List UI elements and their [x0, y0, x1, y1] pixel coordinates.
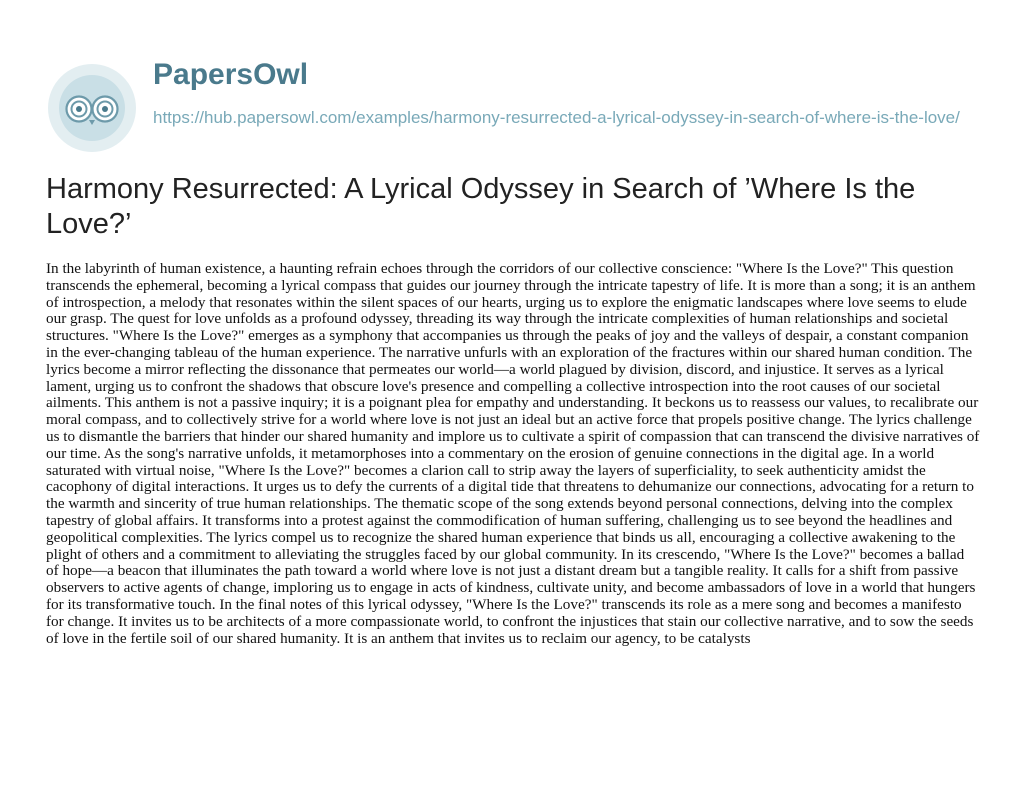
brand-name: PapersOwl — [153, 58, 309, 91]
owl-face-icon — [46, 62, 138, 154]
site-header — [46, 38, 986, 158]
document-body: In the labyrinth of human existence, a haunting refrain echoes through the corridors of our collective conscience: "Where Is the Love?" This question transcends the ephemeral, becoming a lyrical compass that guides our journey through the intricate tapestry of life. It is more than a song; it is an anthem of introspection, a melody that resonates within the silent spaces of our hearts, urging us to explore the enigmatic landscapes where love seems to elude our grasp. The quest for love unfolds as a profound odyssey, threading its way through the intricate complexities of human relationships and societal structures. "Where Is the Love?" emerges as a symphony that accompanies us through the peaks of joy and the valleys of despair, a constant companion in the ever-changing tableau of the human experience. The narrative unfurls with an exploration of the fractures within our shared human condition. The lyrics become a mirror reflecting the dissonance that permeates our world—a world plagued by division, discord, and injustice. It serves as a lyrical lament, urging us to confront the shadows that obscure love's presence and compelling a collective introspection into the root causes of our societal ailments. This anthem is not a passive inquiry; it is a poignant plea for empathy and understanding. It beckons us to reassess our values, to recalibrate our moral compass, and to collectively strive for a world where love is not just an ideal but an active force that propels positive change. The lyrics challenge us to dismantle the barriers that hinder our shared humanity and implore us to cultivate a spirit of compassion that can transcend the divisive narratives of our time. As the song's narrative unfolds, it metamorphoses into a commentary on the erosion of genuine connections in the digital age. In a world saturated with virtual noise, "Where Is the Love?" becomes a clarion call to strip away the layers of superficiality, to seek authenticity amidst the cacophony of digital interactions. It urges us to defy the currents of a digital tide that threatens to dehumanize our connections, advocating for a return to the warmth and sincerity of true human relationships. The thematic scope of the song extends beyond personal connections, delving into the complex tapestry of global affairs. It transforms into a protest against the commodification of human suffering, challenging us to see beyond the headlines and geopolitical complexities. The lyrics compel us to recognize the shared human experience that binds us all, encouraging a collective awakening to the plight of others and a commitment to alleviating the struggles faced by our global community. In its crescendo, "Where Is the Love?" becomes a ballad of hope—a beacon that illuminates the path toward a world where love is not just a distant dream but a tangible reality. It calls for a shift from passive observers to active agents of change, imploring us to engage in acts of kindness, cultivate unity, and become ambassadors of love in a world that hungers for its transformative touch. In the final notes of this lyrical odyssey, "Where Is the Love?" transcends its role as a mere song and becomes a manifesto for change. It invites us to be architects of a more compassionate world, to confront the injustices that stain our collective narrative, and to sow the seeds of love in the fertile soil of our shared humanity. It is an anthem that invites us to reclaim our agency, to be catalysts — [46, 260, 980, 647]
source-url-link[interactable]: https://hub.papersowl.com/examples/harmony-resurrected-a-lyrical-odyssey-in-search-of-where-is-the-love/ — [153, 108, 960, 127]
document-title: Harmony Resurrected: A Lyrical Odyssey in Search of ’Where Is the Love?’ — [46, 173, 916, 240]
